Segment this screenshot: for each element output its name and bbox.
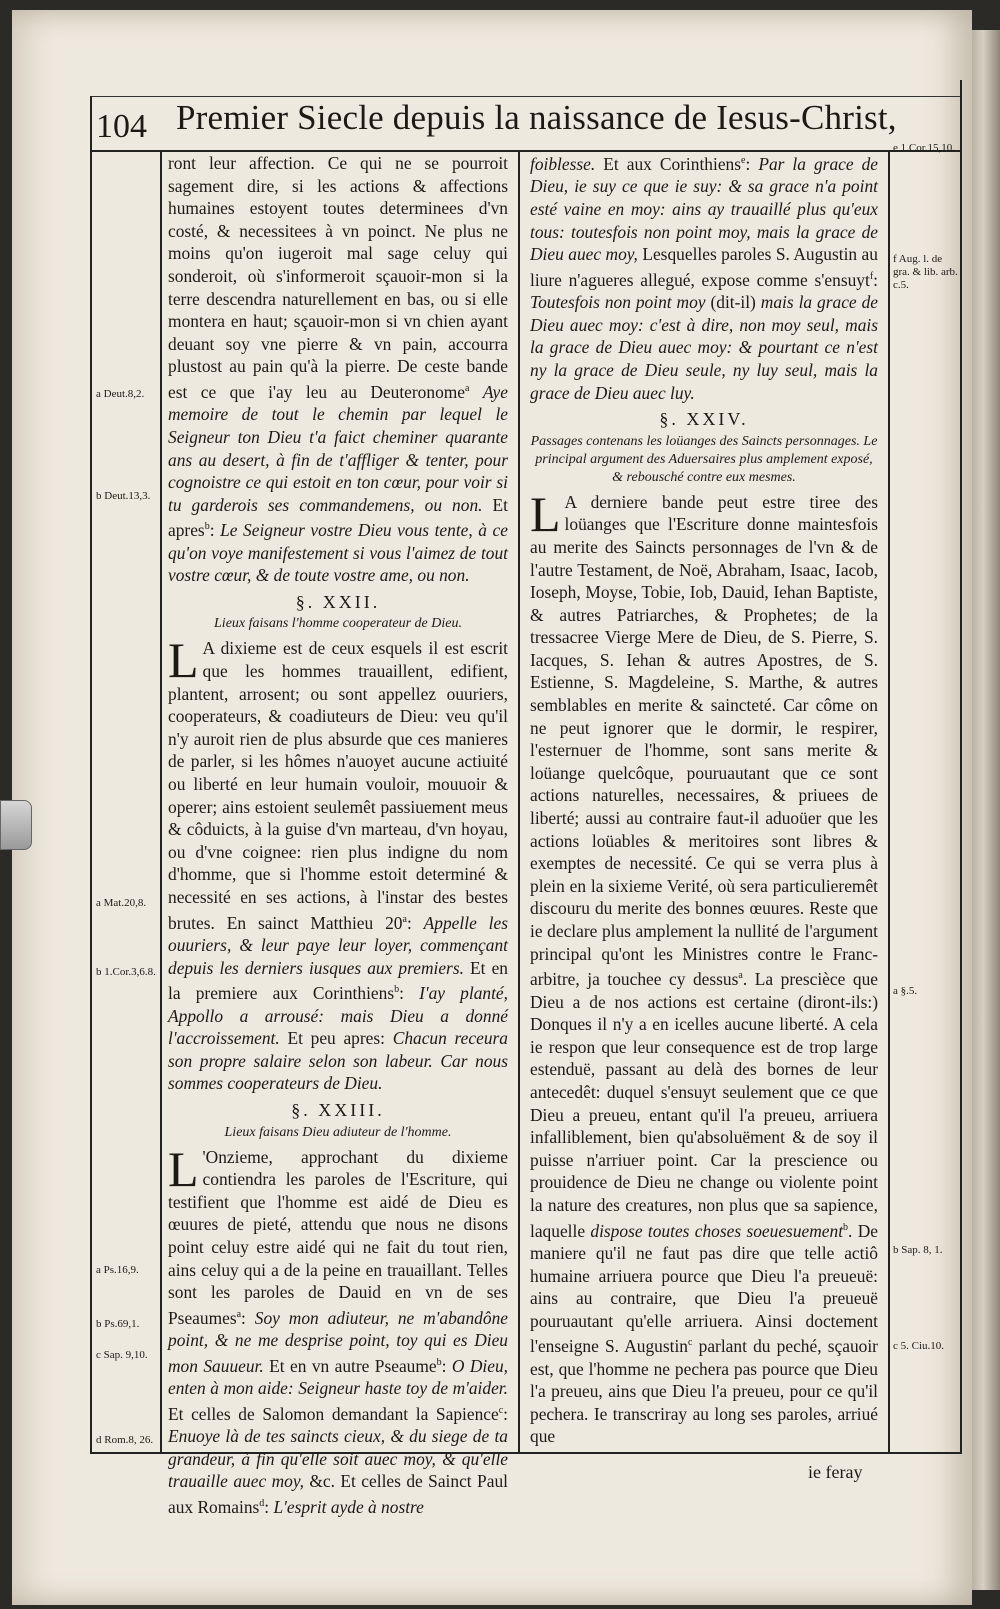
margin-note: c.5. xyxy=(893,279,909,291)
frame-right-rule xyxy=(960,80,962,1454)
margin-note: e 1.Cor.15,10. xyxy=(893,142,956,154)
margin-note: a §.5. xyxy=(893,985,918,997)
note-ref: c xyxy=(688,1337,693,1349)
margin-note: d Rom.8, 26. xyxy=(96,1434,154,1446)
left-paragraph-1: ront leur affection. Ce qui ne se pourroit sagement dire, si les actions & affections humaines estoyent toutes determinees d'vn costé, & necessitees à vn poinct. Ne plus ne moins qu'on iugeroit mal sage celuy qui sonderoit, où s'informeroit sçauoir-mon si la terre descendra naturellement en bas, ou si elle montera en haut; sçauoir-mon si vn chien ayant deuant soy vne pierre & vn pain, accourra plustost au pain qu'à la pierre. De ceste bande est ce que i'ay leu au Deuteronome$^a$ Aye memoire de tout le chemin par lequel le Seigneur ton Dieu t'a faict cheminer quarante ans au desert, à fin de t'affliger & tenter, pour cognoistre ce qui estoit en ton cœur, pour voir si tu garderois ses commandemens, ou non. Et apres$^b$: Le Seigneur vostre Dieu vous tente, à ce qu'on voye manifestement si vous l'aimez de tout vostre cœur, & de toute vostre ame, ou non. xyxy=(168,153,508,586)
text-run: (dit-il) xyxy=(710,292,756,313)
text-run: . La prescièce que Dieu a de nos actions est certaine (diront-ils:) Donques il n'y a en icelles aucune liberté. A cela ie respon que leur consequence est de trop large estenduë, passant au delà des bornes de leur antecedêt: duquel s'ensuyt seulement que ce que Dieu a preueu, entant qu'il l'a preueu, arriuera infalliblement, bien qu'absoluëment & de soy il puisse n'arriuer point. Car la prescience ou prouidence de Dieu ne change ou violente point la nature des creatures, non plus que sa sapience, laquelle xyxy=(530,968,878,1241)
scripture-quote: Chacun receura son propre salaire selon son labeur. Car nous sommes cooperateurs de Dieu. xyxy=(168,1028,508,1094)
note-ref: f xyxy=(869,270,874,282)
note-ref: a xyxy=(236,1308,242,1320)
note-ref: a xyxy=(465,382,470,394)
text-run: Et aux Corinthiens xyxy=(603,153,742,174)
section-caption: Passages contenans les loüanges des Saincts personnages. Le principal argument des Aduersaires plus amplement exposé, & rebousché contre eux mesmes. xyxy=(530,433,878,485)
note-ref: a xyxy=(402,913,407,925)
scripture-quote: Toutesfois non point moy xyxy=(530,292,706,313)
frame-left-rule xyxy=(90,96,92,1454)
left-paragraph-3: L 'Onzieme, approchant du dixieme contiendra les paroles de l'Escriture, qui testifient que l'homme est aidé de Dieu es œuures de pieté, attendu que nous ne disons point celuy estre aidé qui ne fait du tout rien, ains celuy qui a de la peine en trauaillant. Telles sont les paroles de Dauid en vn de ses Pseaumes$^a$: Soy mon adiuteur, ne m'abandône point, & ne me desprise point, toy qui es Dieu mon Sauueur. Et en vn autre Pseaume$^b$: O Dieu, enten à mon aide: Seigneur haste toy de m'aider. Et celles de Salomon demandant la Sapience$^c$: Enuoye là de tes saincts cieux, & du siege de ta grandeur, à fin qu'elle soit auec moy, & qu'elle trauaille auec moy, &c. Et celles de Sainct Paul aux Romains$^d$: L'esprit ayde à nostre xyxy=(168,1140,508,1517)
margin-note: a Mat.20,8. xyxy=(96,897,147,909)
text-run: parlant du peché, sçauoir est, que l'homme ne pechera pas pource que Dieu l'a preueu, ains que Dieu l'a preueu, pour ce qu'il pechera. Ie transcriray au long ses paroles, arriué que xyxy=(530,1336,878,1447)
margin-note: a Ps.16,9. xyxy=(96,1264,139,1276)
scripture-quote: foiblesse. xyxy=(530,153,596,174)
scripture-quote: O Dieu, enten à mon aide: Seigneur haste toy de m'aider. xyxy=(168,1355,508,1399)
text-run: Et celles de Salomon demandant la Sapience xyxy=(168,1403,499,1424)
running-title: Premier Siecle depuis la naissance de Iesus-Christ, xyxy=(176,98,897,137)
note-ref: c xyxy=(498,1404,504,1416)
scripture-quote: Par la grace de Dieu, ie suy ce que ie suy: & sa grace n'a point esté vaine en moy: ains ay trauaillé plus qu'eux tous: toutesfois non point moy, mais la grace de Dieu auec moy, xyxy=(530,153,879,265)
column-divider xyxy=(518,150,520,1452)
text-run: &c. Et celles de Sainct Paul aux Romains xyxy=(168,1471,508,1517)
page-number: 104 xyxy=(96,108,147,145)
margin-note: a Deut.8,2. xyxy=(96,388,145,400)
note-ref: b xyxy=(436,1356,442,1368)
text-run: Et en vn autre Pseaume xyxy=(269,1355,437,1376)
section-heading: §. XXIV. xyxy=(659,409,749,430)
text-run: A derniere bande peut estre tiree des loüanges que l'Escriture donne maintesfois au merite des Saincts personnages de l'vn & de l'autre Testament, de Noë, Abraham, Isaac, Iacob, Ioseph, Moyse, Tobie, Iob, Dauid, Iehan Baptiste, & autres Patriarches, & Prophetes; de la tressacree Vierge Mere de Dieu, de S. Pierre, S. Iacques, S. Iehan & autres Apostres, de S. Estienne, S. Magdeleine, S. Marthe, & autres semblables en merite & saincteté. Car côme on ne peut ignorer que le dormir, le respirer, l'esternuer de l'homme, sont sans merite & loüange quelcôque, pouruautant que ce sont actions naturelles, necessaires, & priuees de liberté; aussi au contraire faut-il aduoüer que les actions loüables & meritoires sont libres & exemptes de necessité. Ce qui se verra plus à plein en la sixieme Verité, où sera particulieremêt discouru du merite des bonnes œuures. Reste que ie declare plus amplement la nullité de l'argument principal qu'ont les Ministres contre le Franc-arbitre, ja touchee cy dessus xyxy=(530,491,878,989)
margin-right-rule xyxy=(888,150,890,1452)
page-edge xyxy=(972,30,1000,1590)
note-ref: e xyxy=(741,155,746,166)
scripture-quote: Le Seigneur vostre Dieu vous tente, à ce qu'on voye manifestement si vous l'aimez de tout vostre cœur, & de toute vostre ame, ou non. xyxy=(168,520,508,586)
margin-left-rule xyxy=(160,150,162,1452)
margin-note: c 5. Ciu.10. xyxy=(893,1340,945,1352)
text-run: Et en la premiere aux Corinthiens xyxy=(168,957,509,1003)
text-run: Lesquelles paroles S. Augustin au liure n'agueres allegué, expose comme s'ensuyt xyxy=(530,244,878,290)
note-ref: b xyxy=(204,521,210,533)
right-paragraph-1: foiblesse. Et aux Corinthiens$^e$: Par la grace de Dieu, ie suy ce que ie suy: & sa grace n'a point esté vaine en moy: ains ay trauaillé plus qu'eux tous: toutesfois non point moy, mais la grace de Dieu auec moy, Lesquelles paroles S. Augustin au liure n'agueres allegué, expose comme s'ensuyt$^f$: Toutesfois non point moy (dit-il) mais la grace de Dieu auec moy: c'est à dire, non moy seul, mais la grace de Dieu auec moy: & pourtant ce n'est ny la grace de Dieu seule, ny luy seul, mais la grace de Dieu auec luy. xyxy=(530,153,879,403)
scripture-quote: L'esprit ayde à nostre xyxy=(273,1496,424,1517)
text-run: Et apres xyxy=(168,494,508,541)
margin-note: c Sap. 9,10. xyxy=(96,1349,148,1361)
text-run: . De maniere qu'il ne faut pas dire que telle actiô humaine arriuera pource que Dieu l'a preueuë: ains au contraire, que Dieu l'a preueuë pouruautant qu'elle arriuera. Ainsi doctement l'enseigne S. Augustin xyxy=(530,1220,879,1357)
section-heading: §. XXII. xyxy=(295,591,381,612)
scripture-quote: Enuoye là de tes saincts cieux, & du siege de ta grandeur, à fin qu'elle soit auec moy, & qu'elle trauaille auec moy, xyxy=(168,1426,508,1492)
section-heading: §. XXIII. xyxy=(291,1099,385,1120)
text-run: A dixieme est de ceux esquels il est escrit que les hommes trauaillent, edifient, plantent, arrosent; ou sont appellez ouuriers, cooperateurs, & coadiuteurs de Dieu: veu qu'il n'y auroit rien de plus absurde que ces manieres de parler, si les hômes n'auoyet aucune actiuité ou liberté en leur humain vouloir, mouuoir & operer; ains estoient seulemêt passiuement meus & côduicts, à la guise d'vn marteau, d'vn hoyau, ou d'vne coignee: rien plus indigne du nom d'homme, que si l'homme estoit determiné & necessité en ses actions, à l'instar des bestes brutes. En sainct Matthieu 20 xyxy=(168,638,508,933)
section-caption: Lieux faisans Dieu adiuteur de l'homme. xyxy=(224,1124,452,1140)
text-run: ront leur affection. Ce qui ne se pourroit sagement dire, si les actions & affections humaines estoyent toutes determinees d'vn costé, & necessitees à vn poinct. Ne plus ne moins qu'on iugeroit mal sage celuy qui sonderoit, où s'informeroit sçauoir-mon si la terre descendra naturellement en bas, ou si elle montera en haut; sçauoir-mon si vn chien ayant deuant soy vne pierre & vn pain, accourra plustost au pain qu'à la pierre. De ceste bande est ce que i'ay leu au Deuteronome xyxy=(168,153,508,402)
right-paragraph-2 xyxy=(530,485,879,1448)
text-run: Et peu apres: xyxy=(287,1028,385,1049)
right-column xyxy=(530,150,878,1448)
scripture-quote: Soy mon adiuteur, ne m'abandône point, & ne me desprise point, toy qui es Dieu mon Sauueur. xyxy=(168,1307,508,1376)
scripture-quote: dispose toutes choses soeuesuement xyxy=(590,1220,844,1241)
text-run: 'Onzieme, approchant du dixieme contiendra les paroles de l'Escriture, qui testifient que l'homme est aidé de Dieu es œuures de pieté, attendu que nous ne disons point celuy estre aidé qui ne fait du tout rien, ains celuy qui a de la peine en trauaillant. Telles sont les paroles de Dauid en vn de ses Pseaumes xyxy=(168,1146,508,1328)
section-caption: Lieux faisans l'homme cooperateur de Dieu. xyxy=(214,616,462,632)
note-ref: b xyxy=(394,984,400,996)
note-ref: d xyxy=(259,1497,265,1509)
catchword: ie feray xyxy=(808,1462,863,1482)
margin-note: b Deut.13,3. xyxy=(96,490,151,502)
header-rule xyxy=(90,96,962,97)
scripture-quote: mais la grace de Dieu auec moy: c'est à dire, non moy seul, mais la grace de Dieu auec moy: & pourtant ce n'est ny la grace de Dieu seule, ny luy seul, mais la grace de Dieu auec luy. xyxy=(530,292,878,403)
left-paragraph-2: L A dixieme est de ceux esquels il est escrit que les hommes trauaillent, edifient, plantent, arrosent; ou sont appellez ouuriers, cooperateurs, & coadiuteurs de Dieu: veu qu'il n'y auroit rien de plus absurde que ces manieres de parler, si les hômes n'auoyet aucune actiuité ou liberté en leur humain vouloir, mouuoir & operer; ains estoient seulemêt passiuement meus & côduicts, à la guise d'vn marteau, d'vn hoyau, ou d'vne coignee: rien plus indigne du nom d'homme, que si l'homme estoit determiné & necessité en ses actions, à l'instar des bestes brutes. En sainct Matthieu 20$^a$: Appelle les ouuriers, & leur paye leur loyer, commençant depuis les derniers iusques aux premiers. Et en la premiere aux Corinthiens$^b$: I'ay planté, Appollo a arrousé: mais Dieu a donné l'accroissement. Et peu apres: Chacun receura son propre salaire selon son labeur. Car nous sommes cooperateurs de Dieu. xyxy=(168,632,509,1094)
note-ref: a xyxy=(738,970,743,982)
scripture-quote: I'ay planté, Appollo a arrousé: mais Dieu a donné l'accroissement. xyxy=(168,982,508,1049)
scripture-quote: Aye memoire de tout le chemin par lequel le Seigneur ton Dieu t'a faict cheminer quarante ans au desert, à fin de t'affliger & tenter, pour cognoistre ce qui estoit en ton cœur, pour voir si tu garderois ses commandemens, ou non. xyxy=(168,381,508,515)
drop-cap: L xyxy=(168,1140,199,1197)
left-column xyxy=(168,152,508,1518)
scripture-quote: Appelle les ouuriers, & leur paye leur loyer, commençant depuis les derniers iusques aux premiers. xyxy=(168,912,508,978)
margin-note: b Ps.69,1. xyxy=(96,1318,140,1330)
margin-note: b 1.Cor.3,6.8. xyxy=(96,966,156,978)
margin-note: gra. & lib. arb. xyxy=(893,266,958,278)
page-clip xyxy=(0,800,32,850)
drop-cap: L xyxy=(530,485,561,542)
margin-note: f Aug. l. de xyxy=(893,253,943,265)
margin-note: b Sap. 8, 1. xyxy=(893,1244,943,1256)
note-ref: b xyxy=(843,1221,849,1233)
drop-cap: L xyxy=(168,632,199,689)
